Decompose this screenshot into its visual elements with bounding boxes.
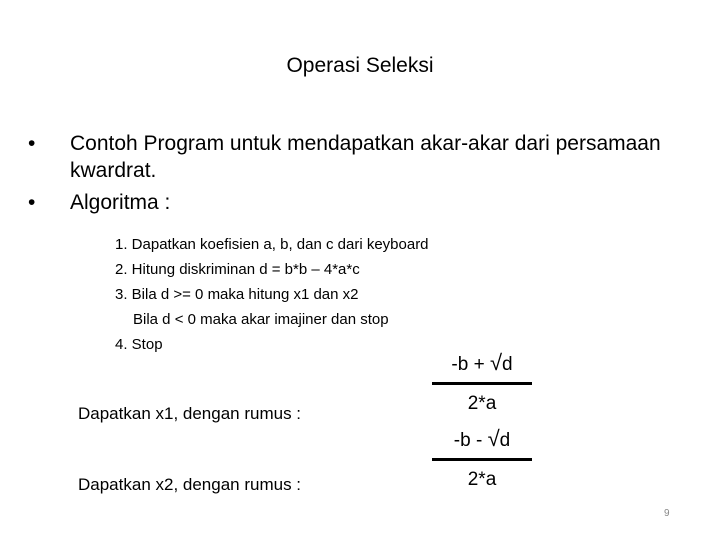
numerator-right: d bbox=[502, 354, 513, 375]
bullet-text: Algoritma : bbox=[70, 191, 171, 214]
step-line: 3. Bila d >= 0 maka hitung x1 dan x2 bbox=[115, 286, 359, 303]
numerator-left: -b - bbox=[453, 430, 488, 451]
numerator-left: -b + bbox=[451, 354, 490, 375]
page-number: 9 bbox=[664, 508, 670, 519]
formula-numerator bbox=[432, 424, 532, 454]
step-line: 4. Stop bbox=[115, 336, 163, 353]
formula-x1 bbox=[432, 348, 532, 417]
bullet-marker: • bbox=[28, 191, 36, 214]
formula-numerator bbox=[432, 348, 532, 378]
bullet-text: Contoh Program untuk mendapatkan akar-akar dari persamaan kwardrat. bbox=[70, 132, 661, 182]
sqrt-symbol: √ bbox=[487, 426, 500, 451]
formula-denominator: 2*a bbox=[467, 469, 497, 490]
x2-label: Dapatkan x2, dengan rumus : bbox=[78, 475, 302, 494]
formula-denominator: 2*a bbox=[467, 393, 497, 414]
algorithm-steps bbox=[115, 232, 429, 357]
fraction-bar bbox=[432, 458, 532, 461]
formula-x2 bbox=[432, 424, 532, 493]
bullet-list bbox=[28, 130, 688, 221]
bullet-item bbox=[28, 130, 688, 184]
step-line: Bila d < 0 maka akar imajiner dan stop bbox=[133, 311, 389, 328]
bullet-marker: • bbox=[28, 132, 36, 155]
sqrt-symbol: √ bbox=[489, 350, 503, 375]
step-line: 1. Dapatkan koefisien a, b, dan c dari keyboard bbox=[115, 236, 429, 253]
step-line: 2. Hitung diskriminan d = b*b – 4*a*c bbox=[115, 261, 360, 278]
numerator-right: d bbox=[499, 430, 511, 451]
x1-label: Dapatkan x1, dengan rumus : bbox=[78, 404, 302, 423]
fraction-bar bbox=[432, 382, 532, 385]
slide-title: Operasi Seleksi bbox=[286, 54, 434, 77]
bullet-item bbox=[28, 189, 688, 216]
